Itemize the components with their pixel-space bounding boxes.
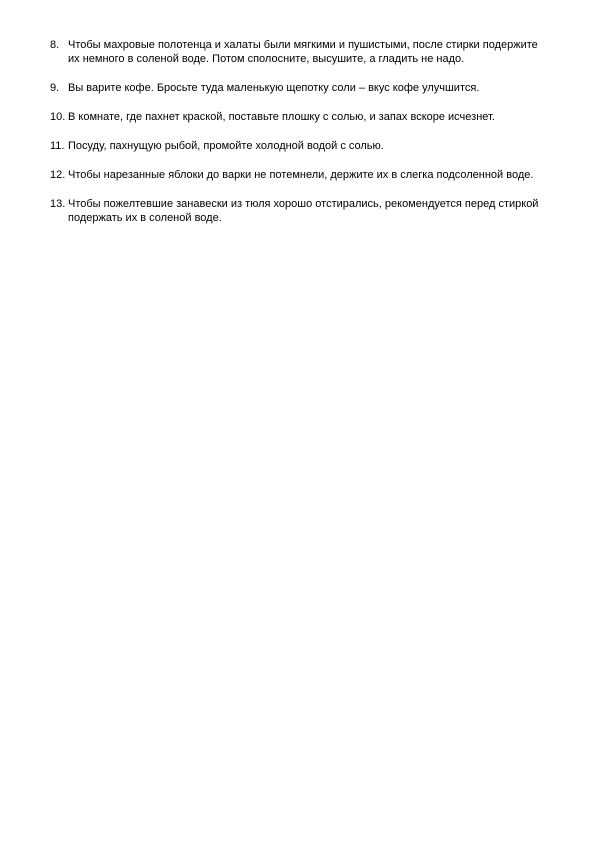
list-item-text: Вы варите кофе. Бросьте туда маленькую щепотку соли – вкус кофе улучшится. (68, 82, 480, 94)
list-item-number: 12. (50, 169, 66, 181)
list-item-number: 8. (50, 39, 60, 51)
list-item-number: 10. (50, 111, 66, 123)
list-item-number: 11. (50, 140, 65, 152)
list-item (50, 168, 550, 182)
list-item (50, 197, 550, 225)
tips-list (50, 38, 550, 240)
list-item-text: Посуду, пахнущую рыбой, промойте холодной водой с солью. (68, 140, 384, 152)
list-item (50, 81, 550, 95)
list-item-number: 9. (50, 82, 60, 94)
list-item (50, 139, 550, 153)
list-item-number: 13. (50, 198, 66, 210)
list-item-text: Чтобы махровые полотенца и халаты были мягкими и пушистыми, после стирки подержите их немного в соленой воде. Потом сполосните, высушите, а гладить не надо. (68, 39, 538, 65)
list-item (50, 110, 550, 124)
list-item-text: Чтобы пожелтевшие занавески из тюля хорошо отстирались, рекомендуется перед стиркой подержать их в соленой воде. (68, 198, 539, 224)
list-item-text: Чтобы нарезанные яблоки до варки не потемнели, держите их в слегка подсоленной воде. (68, 169, 534, 181)
list-item-text: В комнате, где пахнет краской, поставьте плошку с солью, и запах вскоре исчезнет. (68, 111, 495, 123)
list-item (50, 38, 550, 66)
